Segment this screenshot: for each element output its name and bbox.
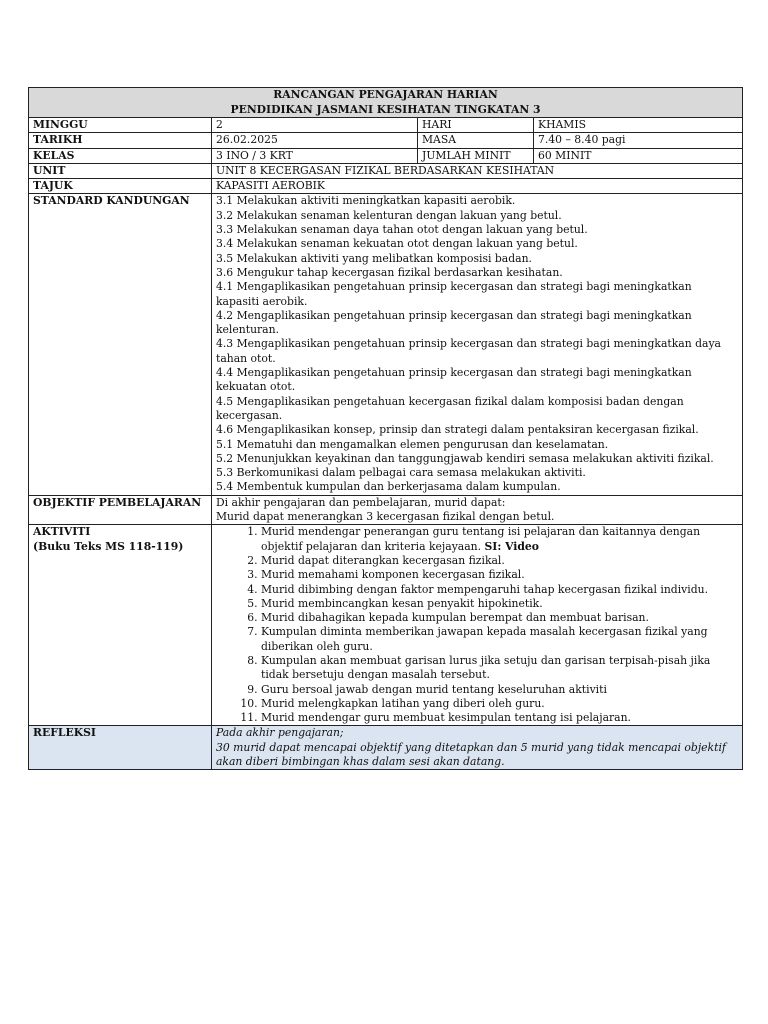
objektif-intro: Di akhir pengajaran dan pembelajaran, murid dapat:	[216, 495, 506, 509]
row-tarikh	[29, 133, 743, 148]
refleksi-intro: Pada akhir pengajaran;	[216, 726, 344, 740]
hari-value: KHAMIS	[534, 118, 743, 133]
standard-kandungan-list	[212, 194, 743, 495]
standard-item: 3.1 Melakukan aktiviti meningkatkan kapasiti aerobik.	[216, 194, 516, 208]
header-subtitle: PENDIDIKAN JASMANI KESIHATAN TINGKATAN 3	[230, 102, 541, 116]
row-aktiviti	[29, 525, 743, 726]
standard-item: 3.4 Melakukan senaman kekuatan otot dengan lakuan yang betul.	[216, 237, 578, 251]
aktiviti-label: AKTIVITI	[33, 525, 91, 539]
refleksi-content	[212, 726, 743, 770]
aktiviti-item: 6. Murid dibahagikan kepada kumpulan berempat dan membuat barisan.	[261, 611, 738, 625]
aktiviti-item	[261, 525, 738, 554]
masa-value: 7.40 – 8.40 pagi	[534, 133, 743, 148]
standard-item: 5.3 Berkomunikasi dalam pelbagai cara semasa melakukan aktiviti.	[216, 466, 586, 480]
standard-item: 4.5 Mengaplikasikan pengetahuan kecergasan fizikal dalam komposisi badan dengan kecergasan.	[216, 394, 684, 422]
aktiviti-item: 10. Murid melengkapkan latihan yang diberi oleh guru.	[261, 697, 738, 711]
row-objektif	[29, 495, 743, 525]
aktiviti-item: 5. Murid membincangkan kesan penyakit hipokinetik.	[261, 597, 738, 611]
standard-item: 5.1 Mematuhi dan mengamalkan elemen pengurusan dan keselamatan.	[216, 437, 609, 451]
standard-item: 3.6 Mengukur tahap kecergasan fizikal berdasarkan kesihatan.	[216, 265, 563, 279]
tarikh-value: 26.02.2025	[212, 133, 418, 148]
header-cell	[29, 88, 743, 118]
aktiviti-item: 11. Murid mendengar guru membuat kesimpulan tentang isi pelajaran.	[261, 711, 738, 725]
standard-item: 3.3 Melakukan senaman daya tahan otot dengan lakuan yang betul.	[216, 223, 588, 237]
standard-item: 4.6 Mengaplikasikan konsep, prinsip dan strategi dalam pentaksiran kecergasan fizikal.	[216, 423, 699, 437]
masa-label: MASA	[418, 133, 534, 148]
aktiviti-item: 3. Murid memahami komponen kecergasan fizikal.	[261, 568, 738, 582]
aktiviti-item: 9. Guru bersoal jawab dengan murid tentang keseluruhan aktiviti	[261, 683, 738, 697]
standard-item: 3.5 Melakukan aktiviti yang melibatkan komposisi badan.	[216, 251, 532, 265]
aktiviti-item: 2. Murid dapat diterangkan kecergasan fizikal.	[261, 554, 738, 568]
tarikh-label: TARIKH	[29, 133, 212, 148]
unit-value: UNIT 8 KECERGASAN FIZIKAL BERDASARKAN KESIHATAN	[212, 163, 743, 178]
header-row	[29, 88, 743, 118]
aktiviti-item-highlight: SI: Video	[484, 539, 539, 553]
minggu-label: MINGGU	[29, 118, 212, 133]
row-kelas	[29, 148, 743, 163]
jumlah-minit-value: 60 MINIT	[534, 148, 743, 163]
header-title: RANCANGAN PENGAJARAN HARIAN	[273, 88, 498, 101]
row-minggu	[29, 118, 743, 133]
standard-item: 3.2 Melakukan senaman kelenturan dengan lakuan yang betul.	[216, 208, 562, 222]
row-standard-kandungan	[29, 194, 743, 495]
tajuk-value: KAPASITI AEROBIK	[212, 179, 743, 194]
objektif-content	[212, 495, 743, 525]
standard-item: 4.2 Mengaplikasikan pengetahuan prinsip kecergasan dan strategi bagi meningkatkan kelenturan.	[216, 308, 692, 337]
jumlah-minit-label: JUMLAH MINIT	[418, 148, 534, 163]
standard-item: 5.4 Membentuk kumpulan dan berkerjasama dalam kumpulan.	[216, 480, 561, 494]
refleksi-label: REFLEKSI	[29, 726, 212, 770]
aktiviti-item: 8. Kumpulan akan membuat garisan lurus jika setuju dan garisan terpisah-pisah jika tidak bersetuju dengan masalah tersebut.	[261, 654, 738, 683]
aktiviti-textbook-ref: (Buku Teks MS 118-119)	[33, 539, 184, 553]
kelas-label: KELAS	[29, 148, 212, 163]
row-refleksi	[29, 726, 743, 770]
standard-item: 5.2 Menunjukkan keyakinan dan tanggungjawab kendiri semasa melakukan aktiviti fizikal.	[216, 451, 714, 465]
aktiviti-item: 7. Kumpulan diminta memberikan jawapan kepada masalah kecergasan fizikal yang diberikan oleh guru.	[261, 625, 738, 654]
hari-label: HARI	[418, 118, 534, 133]
standard-item: 4.3 Mengaplikasikan pengetahuan prinsip kecergasan dan strategi bagi meningkatkan daya tahan otot.	[216, 337, 721, 365]
objektif-statement: Murid dapat menerangkan 3 kecergasan fizikal dengan betul.	[216, 510, 555, 524]
aktiviti-list	[216, 525, 738, 725]
tajuk-label: TAJUK	[29, 179, 212, 194]
aktiviti-content	[212, 525, 743, 726]
row-unit	[29, 163, 743, 178]
aktiviti-label-cell	[29, 525, 212, 726]
lesson-plan-table	[28, 87, 743, 770]
aktiviti-item: 4. Murid dibimbing dengan faktor mempengaruhi tahap kecergasan fizikal individu.	[261, 583, 738, 597]
standard-item: 4.4 Mengaplikasikan pengetahuan prinsip kecergasan dan strategi bagi meningkatkan kekuatan otot.	[216, 366, 692, 394]
minggu-value: 2	[212, 118, 418, 133]
refleksi-statement: 30 murid dapat mencapai objektif yang ditetapkan dan 5 murid yang tidak mencapai objektif akan diberi bimbingan khas dalam sesi akan datang.	[216, 740, 726, 769]
unit-label: UNIT	[29, 163, 212, 178]
aktiviti-item-text: Murid mendengar penerangan guru tentang isi pelajaran dan kaitannya dengan objektif pelajaran dan kriteria kejayaan.	[261, 525, 701, 553]
kelas-value: 3 INO / 3 KRT	[212, 148, 418, 163]
objektif-label: OBJEKTIF PEMBELAJARAN	[29, 495, 212, 525]
row-tajuk	[29, 179, 743, 194]
standard-item: 4.1 Mengaplikasikan pengetahuan prinsip kecergasan dan strategi bagi meningkatkan kapasiti aerobik.	[216, 280, 692, 308]
standard-kandungan-label: STANDARD KANDUNGAN	[29, 194, 212, 495]
